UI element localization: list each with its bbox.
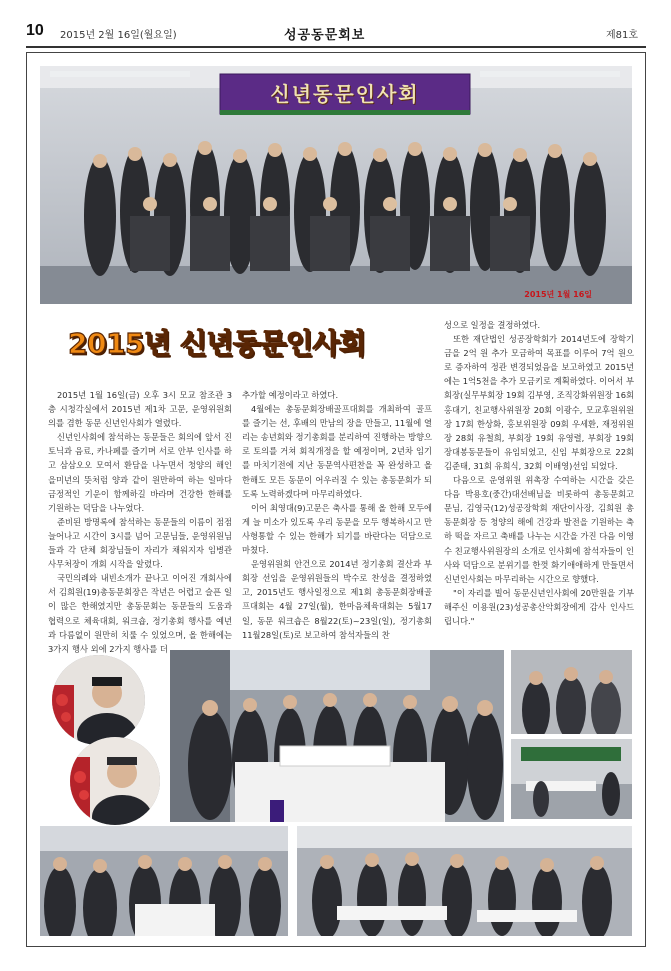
paragraph: 다음으로 운영위원 위촉장 수여하는 시간을 갖은 다음 박용호(중간)대선배님을 비롯하여 총동문회고문님, 김영국(12)성공장학회 재단이사장, 김희원 총동문회장 등 청양의 해에 건강과 발전을 기원하는 축하 떡을 자르고 축배를 나누는 시간을 가진 다음 이영수 친교행사위원장의 소개로 인사회에 참석자들이 인사와 덕담으로 분위기를 한껏 화기애애하게 만들면서 신년인사회는 마무리하는 시간으로 향했다. [444,475,634,584]
header-rule [26,46,646,48]
article-column-1 [48,388,232,656]
issue-date: 2015년 2월 16일(월요일) [60,30,177,41]
article-column-2 [242,388,432,642]
greeting-photo [511,650,632,734]
speaker-portrait-photo [52,655,145,745]
page-number: 10 [26,22,44,39]
photo-date-stamp: 2015년 1월 16일 [524,290,592,299]
paragraph: 신년인사회에 참석하는 동문들은 회의에 앞서 진토닉과 음료, 카나페를 즐기며 서로 안부 인사를 하고 삼삼오오 모여서 환담을 나누면서 청양의 해인 을미년의 뜻처럼 양과 같이 원만하여 하는 일마다 금정적인 기운이 함께하길 바라며 건강한 한해를 기원하는 덕담을 나누었다. [48,432,232,513]
paragraph: 추가할 예정이라고 하였다. [242,390,339,400]
article-headline: 2015년 신년동문인사회 [68,327,366,360]
newspaper-title: 성공동문회보 [284,28,366,43]
paragraph: 성으로 일정을 결정하였다. [444,320,541,330]
reception-photo [297,826,632,936]
cake-cutting-photo [170,650,504,822]
paragraph: "이 자리를 빌어 동문신년인사회에 20만원을 기부해주신 이용원(23)성공총산악회장에게 감사 인사드립니다." [444,587,634,626]
paragraph: 준비된 방명록에 참석하는 동문들의 이름이 점점 늘어나고 시간이 3시를 넘어 고문님들, 운영위원님들과 각 단체 회장님들이 자리가 채워지자 임병관 사무처장이 개회 시작을 알렸다. [48,516,232,570]
article-column-3 [444,318,634,628]
paragraph: 4월에는 총동문회장배골프대회를 개최하여 골프를 즐기는 선, 후배의 만남의 장을 만들고, 11월에 열리는 송년회와 정기총회를 분리하여 진행하는 방향으로 토의를 거쳐 회칙개정을 할 예정이며, 2년차 임기를 마치기전에 지난 동문역사편찬을 꼭 완성하고 올 한해도 모든 동문이 어우러질 수 있는 총동문회가 되도록 노력하겠다며 마무리하였다. [242,404,432,499]
issue-number: 제81호 [605,30,638,41]
paragraph: 또한 재단법인 성공장학회가 2014년도에 장학기금을 2억 원 추가 모금하여 목표를 이루어 7억 원으로 증자하여 정관 변경되었음을 보고하였고 2015년에는 1억5천을 추가 모금키로 계획하였다. 이어서 부회장(실무부회장 19회 김부영, 조직강화위원장 16회 홍대기, 친교행사위원장 20회 이광수, 모교후원위원장 17회 한상화, 홍보위원장 09회 우세환, 재정위원장 28회 유철희, 부회장 19회 유영렬, 부회장 19회 장대봉동문들이 유임되었고, 신임 부회장으로 22회 김준태, 31회 유희식, 32회 이배영)선임 되었다. [444,334,634,471]
paragraph: 2015년 1월 16일(금) 오후 3시 모교 참조관 3층 시청각실에서 2015년 제1차 고문, 운영위원회의를 겸한 동문 신년인사회가 열렸다. [48,390,232,429]
paragraph: 운영위원회 안건으로 2014년 정기총회 결산과 부회장 선임을 운영위원들의 박수로 찬성을 결정하였고, 2015년도 행사일정으로 제1회 총동문회장배골프대회는 4월 27일(월), 한마음체육대회는 5월17일, 동문 워크숍은 8월22(토)~23일(일), 정기총회 11월28일(토)로 보고하여 참석자들의 찬 [242,559,432,640]
banquet-hall-photo [511,739,632,819]
paragraph: 국민의례와 내빈소개가 끝나고 이어진 개회사에서 김희원(19)총동문회장은 작년은 어렵고 슬픈 일이 많은 한해였지만 총동문회는 동문들의 도움과 협력으로 체육대회, 워크숍, 정기총회 행사를 예년과 다름없이 원만히 치룰 수 있었으며, 올 한해에는 3가지 행사 외에 2가지 행사를 더 [48,573,232,654]
group-photo [40,66,632,304]
speaker-portrait-photo [70,737,160,825]
page-header [26,22,646,44]
banner-caption: 신년동문인사회 [270,82,420,106]
toast-photo [40,826,288,936]
paragraph: 이어 최영대(9)고문은 축사를 통해 올 한해 모두에게 늘 미소가 있도록 우리 동문을 모두 행복하시고 만사형통할 수 있는 한해가 되기를 바란다는 덕담으로 마쳤다. [242,502,432,556]
